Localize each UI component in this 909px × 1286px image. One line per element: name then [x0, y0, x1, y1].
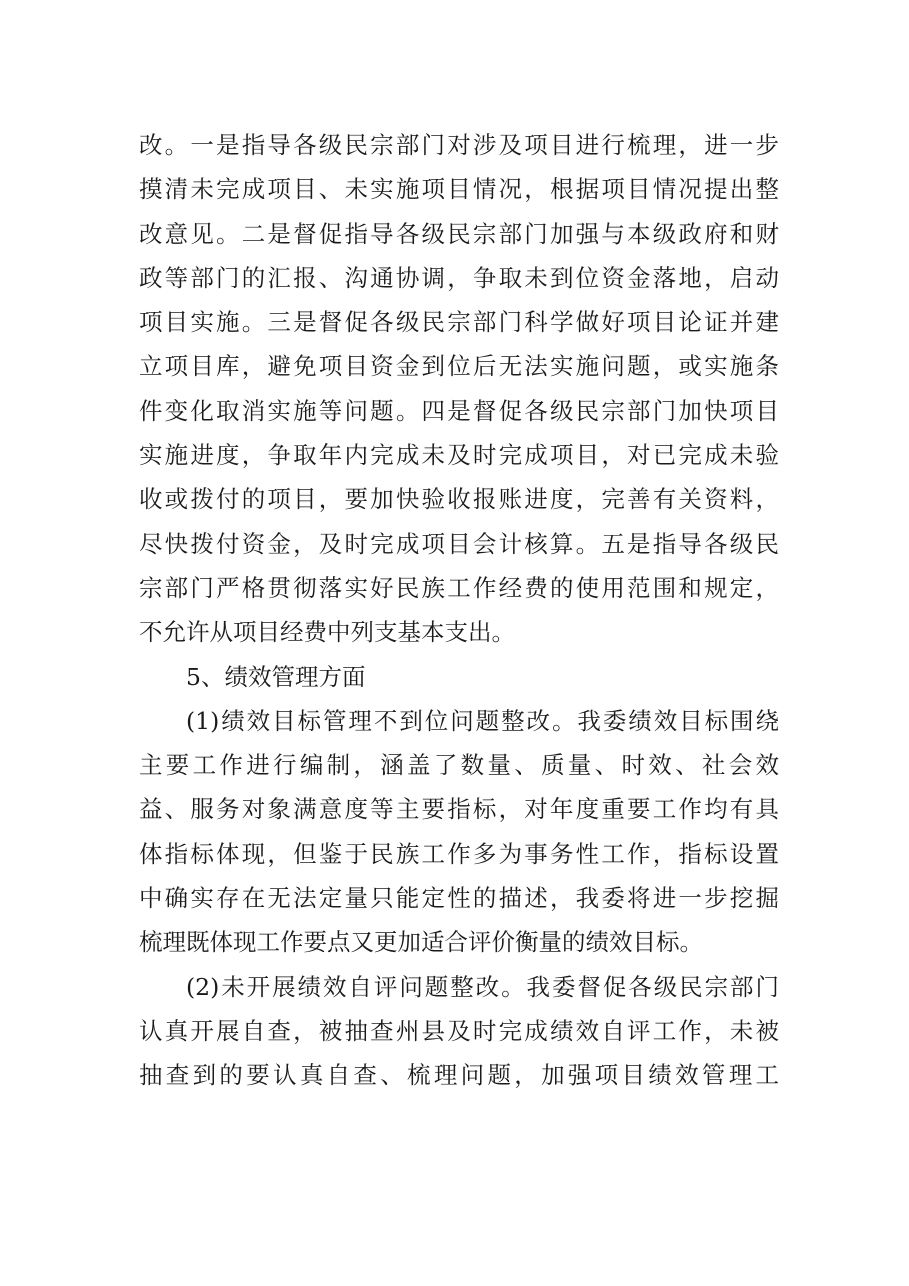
- text-line: 改意见。二是督促指导各级民宗部门加强与本级政府和财: [139, 219, 779, 248]
- text-line: 不允许从项目经费中列支基本支出。: [139, 618, 515, 647]
- text-line: 主要工作进行编制，涵盖了数量、质量、时效、社会效: [139, 751, 779, 780]
- text-line: 宗部门严格贯彻落实好民族工作经费的使用范围和规定，: [139, 573, 779, 602]
- text-line: 件变化取消实施等问题。四是督促各级民宗部门加快项目: [139, 396, 779, 425]
- text-line: 实施进度，争取年内完成未及时完成项目，对已完成未验: [139, 441, 779, 470]
- paragraph-continuation: [139, 123, 779, 655]
- text-line: 抽查到的要认真自查、梳理问题，加强项目绩效管理工: [139, 1061, 779, 1090]
- text-line: 益、服务对象满意度等主要指标，对年度重要工作均有具: [139, 795, 779, 824]
- text-line: 收或拨付的项目，要加快验收报账进度，完善有关资料，: [139, 485, 779, 514]
- text-line: 认真开展自查，被抽查州县及时完成绩效自评工作，未被: [139, 1016, 779, 1045]
- text-line: 尽快拨付资金，及时完成项目会计核算。五是指导各级民: [139, 529, 779, 558]
- text-line: 立项目库，避免项目资金到位后无法实施问题，或实施条: [139, 352, 779, 381]
- text-line: 改。一是指导各级民宗部门对涉及项目进行梳理，进一步: [139, 131, 779, 159]
- text-line: 项目实施。三是督促各级民宗部门科学做好项目论证并建: [139, 308, 779, 337]
- text-line: (1)绩效目标管理不到位问题整改。我委绩效目标围绕: [186, 706, 779, 735]
- text-line: (2)未开展绩效自评问题整改。我委督促各级民宗部门: [186, 972, 779, 1001]
- section-heading: [139, 655, 779, 699]
- section-heading-text: 5、绩效管理方面: [186, 662, 366, 691]
- text-line: 体指标体现，但鉴于民族工作多为事务性工作，指标设置: [139, 839, 779, 868]
- text-line: 摸清未完成项目、未实施项目情况，根据项目情况提出整: [139, 175, 779, 204]
- paragraph-self-evaluation: [139, 965, 779, 1098]
- text-line: 梳理既体现工作要点又更加适合评价衡量的绩效目标。: [139, 928, 703, 957]
- paragraph-performance-target: [139, 699, 779, 965]
- text-line: 中确实存在无法定量只能定性的描述，我委将进一步挖掘: [139, 884, 779, 913]
- text-line: 政等部门的汇报、沟通协调，争取未到位资金落地，启动: [139, 263, 779, 292]
- document-body: [139, 123, 779, 1098]
